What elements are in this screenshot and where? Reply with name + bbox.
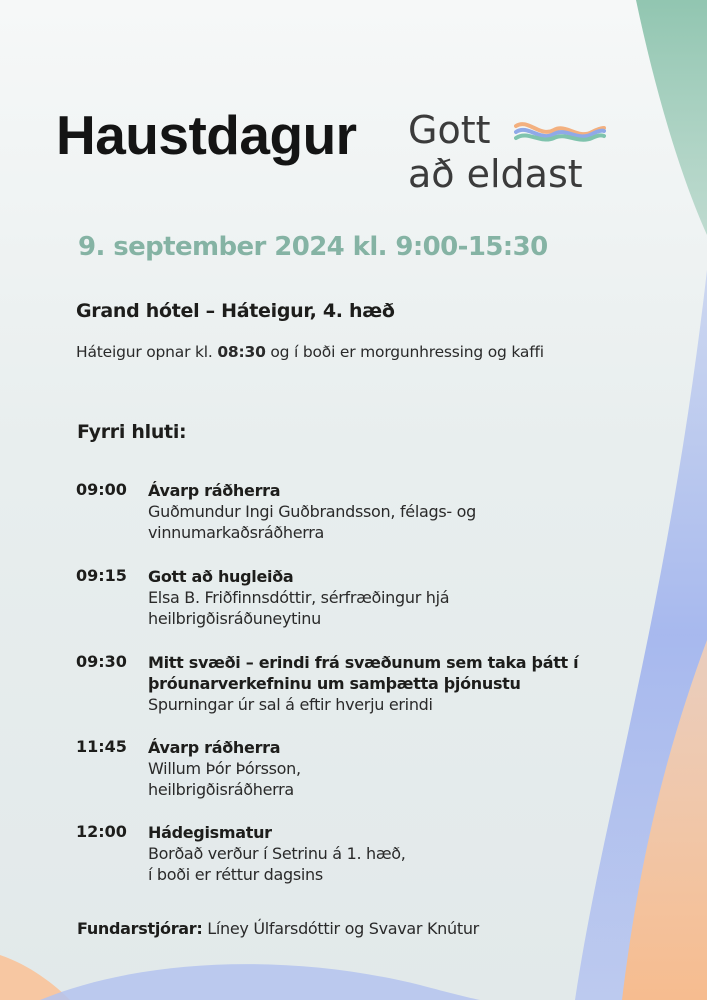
logo-text-line1: Gott [408, 108, 491, 152]
schedule-detail: Willum Þór Þórsson, [148, 759, 301, 778]
moderators [77, 919, 479, 938]
section-title: Fyrri hluti: [77, 421, 187, 443]
schedule-detail: í boði er réttur dagsins [148, 865, 323, 884]
schedule-detail: heilbrigðisráðherra [148, 780, 294, 799]
logo-text-line2: að eldast [408, 152, 583, 196]
wave-logo-icon [514, 120, 606, 144]
schedule-title: Hádegismatur [148, 823, 272, 842]
schedule-detail: vinnumarkaðsráðherra [148, 523, 325, 542]
moderators-names: Líney Úlfarsdóttir og Svavar Knútur [202, 919, 479, 938]
moderators-label: Fundarstjórar: [77, 919, 203, 938]
schedule-time: 09:15 [76, 566, 127, 585]
schedule-title: Mitt svæði – erindi frá svæðunum sem taka þátt í [148, 653, 579, 672]
schedule-detail: heilbrigðisráðuneytinu [148, 609, 321, 628]
opening-note [76, 343, 544, 361]
schedule-time: 11:45 [76, 737, 127, 756]
opening-note-after: og í boði er morgunhressing og kaffi [265, 343, 544, 361]
schedule-detail: Borðað verður í Setrinu á 1. hæð, [148, 844, 406, 863]
event-date: 9. september 2024 kl. 9:00-15:30 [78, 232, 548, 262]
schedule-time: 09:30 [76, 652, 127, 671]
schedule-title: þróunarverkefninu um samþætta þjónustu [148, 674, 521, 693]
brand-logo [408, 110, 618, 200]
schedule-time: 09:00 [76, 480, 127, 499]
page-title: Haustdagur [56, 104, 357, 166]
opening-note-before: Háteigur opnar kl. [76, 343, 218, 361]
opening-time: 08:30 [217, 343, 266, 361]
event-venue: Grand hótel – Háteigur, 4. hæð [76, 300, 395, 322]
schedule-title: Ávarp ráðherra [148, 481, 281, 500]
schedule-detail: Guðmundur Ingi Guðbrandsson, félags- og [148, 502, 476, 521]
schedule-title: Gott að hugleiða [148, 567, 294, 586]
schedule-detail: Spurningar úr sal á eftir hverju erindi [148, 695, 433, 714]
schedule-title: Ávarp ráðherra [148, 738, 281, 757]
schedule-time: 12:00 [76, 822, 127, 841]
schedule-detail: Elsa B. Friðfinnsdóttir, sérfræðingur hjá [148, 588, 450, 607]
